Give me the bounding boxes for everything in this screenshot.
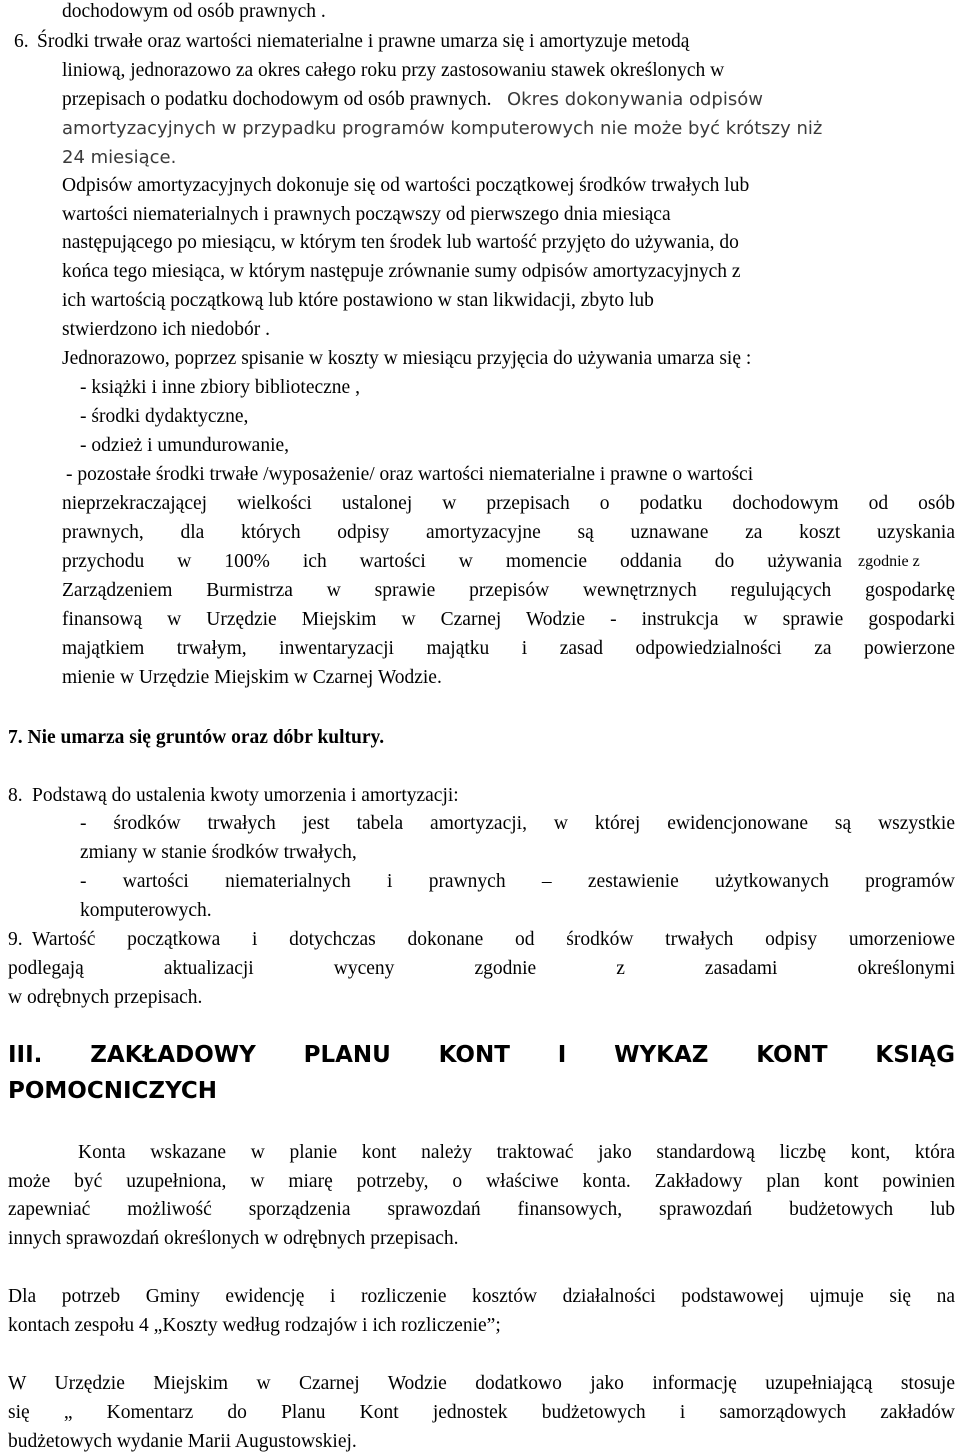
text-line: wartości niematerialnych i prawnych począwszy od pierwszego dnia miesiąca: [62, 204, 671, 225]
text-line: W Urzędzie Miejskim w Czarnej Wodzie dodatkowo jako informację uzupełniającą stosuje: [8, 1373, 955, 1394]
text-line: może być uzupełniona, w miarę potrzeby, o właściwe konta. Zakładowy plan kont powinien: [8, 1171, 955, 1192]
text-line: kontach zespołu 4 „Koszty według rodzajów i ich rozliczenie”;: [8, 1315, 501, 1336]
text-line: Środki trwałe oraz wartości niematerialne i prawne umarza się i amortyzuje metodą: [37, 31, 690, 52]
list-number: 6.: [14, 31, 29, 52]
text-line: Okres dokonywania odpisów: [507, 89, 763, 110]
text-line: Odpisów amortyzacyjnych dokonuje się od wartości początkowej środków trwałych lub: [62, 175, 750, 196]
text-line: przepisach o podatku dochodowym od osób prawnych.: [62, 89, 492, 110]
text-line: finansową w Urzędzie Miejskim w Czarnej Wodzie - instrukcja w sprawie gospodarki: [62, 609, 955, 630]
text-line: następującego po miesiącu, w którym ten środek lub wartość przyjęto do używania, do: [62, 232, 739, 253]
text-line: Wartość początkowa i dotychczas dokonane od środków trwałych odpisy umorzeniowe: [32, 929, 955, 950]
text-line: mienie w Urzędzie Miejskim w Czarnej Wodzie.: [62, 667, 442, 688]
text-line: podlegają aktualizacji wyceny zgodnie z zasadami określonymi: [8, 958, 955, 979]
text-line: amortyzacyjnych w przypadku programów komputerowych nie może być krótszy niż: [62, 118, 823, 139]
list-item: - odzież i umundurowanie,: [80, 435, 290, 456]
text-line: dochodowym od osób prawnych .: [62, 1, 326, 22]
text-line: nieprzekraczającej wielkości ustalonej w przepisach o podatku dochodowym od osób: [62, 493, 955, 514]
list-item: - pozostałe środki trwałe /wyposażenie/ oraz wartości niematerialne i prawne o wartości: [66, 464, 754, 485]
text-line: stwierdzono ich niedobór .: [62, 319, 270, 340]
list-item: - książki i inne zbiory biblioteczne ,: [80, 377, 360, 398]
text-line: komputerowych.: [80, 900, 212, 921]
list-number: 9.: [8, 929, 23, 950]
text-line: Jednorazowo, poprzez spisanie w koszty w miesiącu przyjęcia do używania umarza się :: [62, 348, 752, 369]
text-line: 24 miesiące.: [62, 147, 177, 168]
text-line: się „ Komentarz do Planu Kont jednostek budżetowych i samorządowych zakładów: [8, 1402, 955, 1423]
list-number: 8.: [8, 785, 23, 806]
text-line: innych sprawozdań określonych w odrębnych przepisach.: [8, 1228, 459, 1249]
text-line: liniową, jednorazowo za okres całego roku przy zastosowaniu stawek określonych w: [62, 60, 725, 81]
text-line: Zarządzeniem Burmistrza w sprawie przepisów wewnętrznych regulujących gospodarkę: [62, 580, 955, 601]
text-line: Dla potrzeb Gminy ewidencję i rozliczenie kosztów działalności podstawowej ujmuje się na: [8, 1286, 955, 1307]
text-line: Podstawą do ustalenia kwoty umorzenia i amortyzacji:: [32, 785, 459, 806]
text-line: w odrębnych przepisach.: [8, 987, 203, 1008]
section-3-heading: III. ZAKŁADOWY PLANU KONT I WYKAZ KONT KSIĄG: [8, 1042, 955, 1068]
list-item: - wartości niematerialnych i prawnych – zestawienie użytkowanych programów: [80, 871, 955, 892]
text-line: ich wartością początkową lub które postawiono w stan likwidacji, zbyto lub: [62, 290, 654, 311]
text-line: przychodu w 100% ich wartości w momencie oddania do używania: [62, 551, 842, 572]
text-line: Konta wskazane w planie kont należy traktować jako standardową liczbę kont, która: [78, 1142, 955, 1163]
list-item: - środki dydaktyczne,: [80, 406, 249, 427]
section-3-heading-cont: POMOCNICZYCH: [8, 1078, 218, 1104]
text-line: majątkiem trwałym, inwentaryzacji majątku i zasad odpowiedzialności za powierzone: [62, 638, 955, 659]
text-line: budżetowych wydanie Marii Augustowskiej.: [8, 1431, 357, 1452]
text-line: zmiany w stanie środków trwałych,: [80, 842, 357, 863]
text-line: prawnych, dla których odpisy amortyzacyjne są uznawane za koszt uzyskania: [62, 522, 955, 543]
list-item: - środków trwałych jest tabela amortyzacji, w której ewidencjonowane są wszystkie: [80, 813, 955, 834]
text-line: zgodnie z: [858, 553, 920, 570]
section-7-heading: 7. Nie umarza się gruntów oraz dóbr kultury.: [8, 727, 385, 748]
text-line: zapewniać możliwość sporządzenia sprawozdań finansowych, sprawozdań budżetowych lub: [8, 1199, 955, 1220]
text-line: końca tego miesiąca, w którym następuje zrównanie sumy odpisów amortyzacyjnych z: [62, 261, 741, 282]
